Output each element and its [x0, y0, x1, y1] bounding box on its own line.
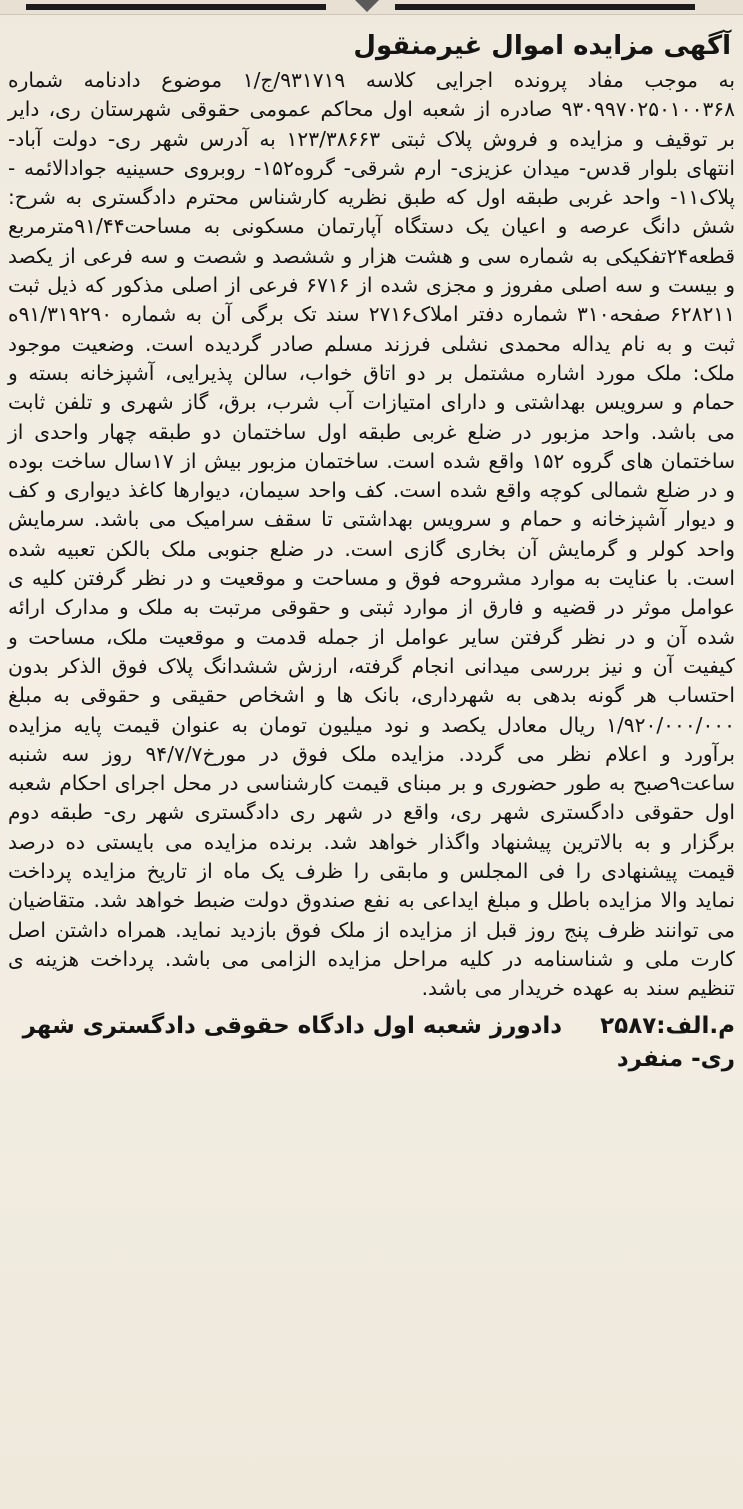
- previous-column-edge: [0, 0, 743, 15]
- notice-title: آگهی مزایده اموال غیرمنقول: [353, 31, 731, 61]
- auction-notice: [8, 28, 735, 1504]
- notice-signature: [8, 1010, 735, 1076]
- separator-rule-left: [26, 4, 326, 10]
- reference-code: م.الف:۲۵۸۷: [600, 1012, 735, 1039]
- notice-body: به موجب مفاد پرونده اجرایی کلاسه ۹۳۱۷۱۹/ج/۱ موضوع دادنامه شماره ۹۳۰۹۹۷۰۲۵۰۱۰۰۳۶۸ صادره از شعبه اول محاکم عمومی حقوقی شهرستان ری، دایر بر توقیف و مزایده و فروش پلاک ثبتی ۱۲۳/۳۸۶۶۳ به آدرس شهر ری- دولت آباد- انتهای بلوار قدس- میدان عزیزی- ارم شرقی- گروه۱۵۲- روبروی حسینیه جوادالائمه - پلاک۱۱- واحد غربی طبقه اول که طبق نظریه کارشناس محترم دادگستری به شرح: شش دانگ عرصه و اعیان یک دستگاه آپارتمان مسکونی به مساحت۹۱/۴۴مترمربع قطعه۲۴تفکیکی به شماره سی و هشت هزار و ششصد و شصت و سه فرعی از یکصد و بیست و سه اصلی مفروز و مجزی شده از ۶۷۱۶ فرعی از اصلی مذکور که ذیل ثبت ۶۲۸۲۱۱ صفحه۳۱۰ شماره دفتر املاک۲۷۱۶ سند تک برگی آن به شماره ۹۱/۳۱۹۲۹۰ه ثبت و به نام یداله محمدی نشلی فرزند مسلم صادر گردیده است. وضعیت موجود ملک: ملک مورد اشاره مشتمل بر دو اتاق خواب، سالن پذیرایی، آشپزخانه بسته و حمام و سرویس بهداشتی و دارای امتیازات آب شرب، برق، گاز شهری و تلفن ثابت می باشد. واحد مزبور در ضلع غربی طبقه اول ساختمان دو طبقه چهار واحدی از ساختمان های گروه ۱۵۲ واقع شده است. ساختمان مزبور بیش از ۱۷سال ساخت بوده و در ضلع شمالی کوچه واقع شده است. کف واحد سیمان، دیوارها کاغذ دیواری و کف و دیوار آشپزخانه و حمام و سرویس بهداشتی تا سقف سرامیک می باشد. سرمایش واحد کولر و گرمایش آن بخاری گازی است. در ضلع جنوبی ملک بالکن تعبیه شده است. با عنایت به موارد مشروحه فوق و مساحت و موقعیت و در نظر گرفتن کلیه ی عوامل موثر در قضیه و فارق از موارد ثبتی و حقوقی مرتبت به ملک و مدارک ارائه شده آن و در نظر گرفتن سایر عوامل از جمله قدمت و موقعیت ملک، مساحت و کیفیت آن و نیز بررسی میدانی انجام گرفته، ارزش ششدانگ پلاک فوق الذکر بدون احتساب هر گونه بدهی به شهرداری، بانک ها و اشخاص حقیقی و حقوقی به مبلغ ۱/۹۲۰/۰۰۰/۰۰۰ ریال معادل یکصد و نود میلیون تومان به عنوان قیمت پایه مزایده برآورد و اعلام نظر می گردد. مزایده ملک فوق در مورخ۹۴/۷/۷ روز سه شنبه ساعت۹صبح به طور حضوری و بر مبنای قیمت کارشناسی در محل اجرای احکام شعبه اول حقوقی دادگستری شهر ری، واقع در شهر ری دادگستری شهر ری- طبقه دوم برگزار و به بالاترین پیشنهاد واگذار خواهد شد. برنده مزایده می بایستی ده درصد قیمت پیشنهادی را فی المجلس و مابقی را ظرف یک ماه از تاریخ مزایده پرداخت نماید والا مزایده باطل و مبلغ ایداعی به نفع صندوق دولت ضبط خواهد شد. متقاضیان می توانند ظرف پنج روز قبل از مزایده از ملک فوق بازدید نماید. همراه داشتن اصل کارت ملی و شناسنامه در کلیه مراحل مزایده الزامی می باشد. پرداخت هزینه ی تنظیم سند به عهده خریدار می باشد.: [8, 68, 735, 1001]
- separator-marker: [355, 0, 379, 12]
- signer-title: دادورز شعبه اول دادگاه حقوقی دادگستری شهر ری- منفرد: [22, 1012, 735, 1072]
- separator-rule-right: [395, 4, 695, 10]
